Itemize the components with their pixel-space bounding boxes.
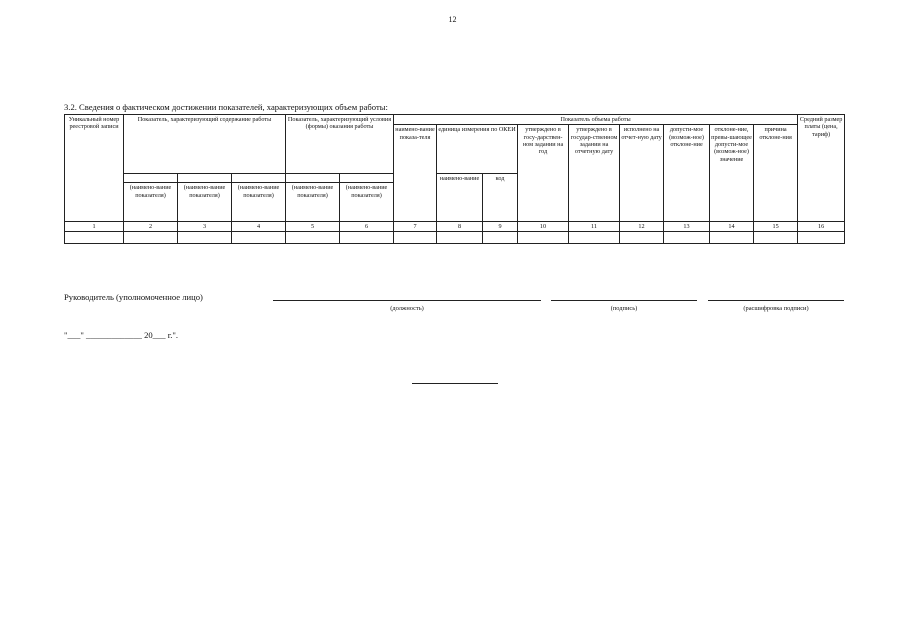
column-number: 4 — [232, 222, 286, 232]
empty-data-row — [65, 232, 845, 244]
column-number: 2 — [124, 222, 178, 232]
data-cell — [754, 232, 798, 244]
header-content-indicator: Показатель, характеризующий содержание работы — [124, 115, 286, 174]
column-number: 3 — [178, 222, 232, 232]
column-number: 6 — [340, 222, 394, 232]
header-executed: исполнено на отчет-ную дату — [620, 125, 664, 222]
column-number: 9 — [483, 222, 518, 232]
header-approved-year: утверждено в госу-дарствен-ном задании на год — [518, 125, 569, 222]
data-cell — [483, 232, 518, 244]
header-unit-name: наимено-вание — [437, 174, 483, 222]
data-cell — [124, 232, 178, 244]
column-number: 5 — [286, 222, 340, 232]
header-deviation-reason: причина отклоне-ния — [754, 125, 798, 222]
data-cell — [286, 232, 340, 244]
sub-indicator-name: (наимено-вание показателя) — [124, 183, 178, 222]
decoding-caption: (расшифровка подписи) — [743, 305, 809, 312]
section-title: 3.2. Сведения о фактическом достижении показателей, характеризующих объем работы: — [64, 102, 388, 112]
header-deviation-exceeding: отклоне-ние, превы-шающее допусти-мое (возмож-ное) значение — [710, 125, 754, 222]
data-cell — [710, 232, 754, 244]
data-cell — [620, 232, 664, 244]
data-cell — [437, 232, 483, 244]
sub-blank-cell — [232, 174, 286, 183]
data-cell — [518, 232, 569, 244]
sub-blank-cell — [340, 174, 394, 183]
header-conditions-indicator: Показатель, характеризующий условия (формы) оказания работы — [286, 115, 394, 174]
header-allowed-deviation: допусти-мое (возмож-ное) отклоне-ние — [664, 125, 710, 222]
sub-blank-cell — [124, 174, 178, 183]
column-number: 8 — [437, 222, 483, 232]
sub-blank-cell — [178, 174, 232, 183]
data-cell — [232, 232, 286, 244]
data-cell — [798, 232, 845, 244]
page-number: 12 — [448, 15, 457, 24]
column-number: 11 — [569, 222, 620, 232]
column-number: 14 — [710, 222, 754, 232]
date-line: "___" _____________ 20___ г.". — [64, 330, 179, 340]
column-number: 12 — [620, 222, 664, 232]
column-number: 15 — [754, 222, 798, 232]
column-number: 10 — [518, 222, 569, 232]
sub-indicator-name: (наимено-вание показателя) — [178, 183, 232, 222]
signature-line — [551, 300, 697, 301]
data-cell — [178, 232, 232, 244]
data-cell — [569, 232, 620, 244]
position-line — [273, 300, 541, 301]
work-volume-table — [64, 114, 845, 244]
data-cell — [65, 232, 124, 244]
header-volume-indicator: Показатель объема работы — [394, 115, 798, 125]
column-number: 16 — [798, 222, 845, 232]
column-number-row — [65, 222, 845, 232]
column-number: 1 — [65, 222, 124, 232]
sub-indicator-name: (наимено-вание показателя) — [286, 183, 340, 222]
data-cell — [340, 232, 394, 244]
decoding-line — [708, 300, 844, 301]
signature-caption: (подпись) — [610, 305, 638, 312]
data-cell — [394, 232, 437, 244]
header-average-pay: Средний размер платы (цена, тариф) — [798, 115, 845, 222]
sub-blank-cell — [286, 174, 340, 183]
position-caption: (должность) — [390, 305, 424, 312]
divider-line — [412, 383, 498, 384]
column-number: 13 — [664, 222, 710, 232]
header-unique-number: Уникальный номер реестровой записи — [65, 115, 124, 222]
header-approved-date: утверждено в государ-ственном задании на отчетную дату — [569, 125, 620, 222]
column-number: 7 — [394, 222, 437, 232]
sub-indicator-name: (наимено-вание показателя) — [340, 183, 394, 222]
header-unit-code: код — [483, 174, 518, 222]
header-indicator-name: наимено-вание показа-теля — [394, 125, 437, 222]
data-cell — [664, 232, 710, 244]
sub-indicator-name: (наимено-вание показателя) — [232, 183, 286, 222]
signature-label: Руководитель (уполномоченное лицо) — [64, 292, 203, 302]
header-unit: единица измерения по ОКЕИ — [437, 125, 518, 174]
